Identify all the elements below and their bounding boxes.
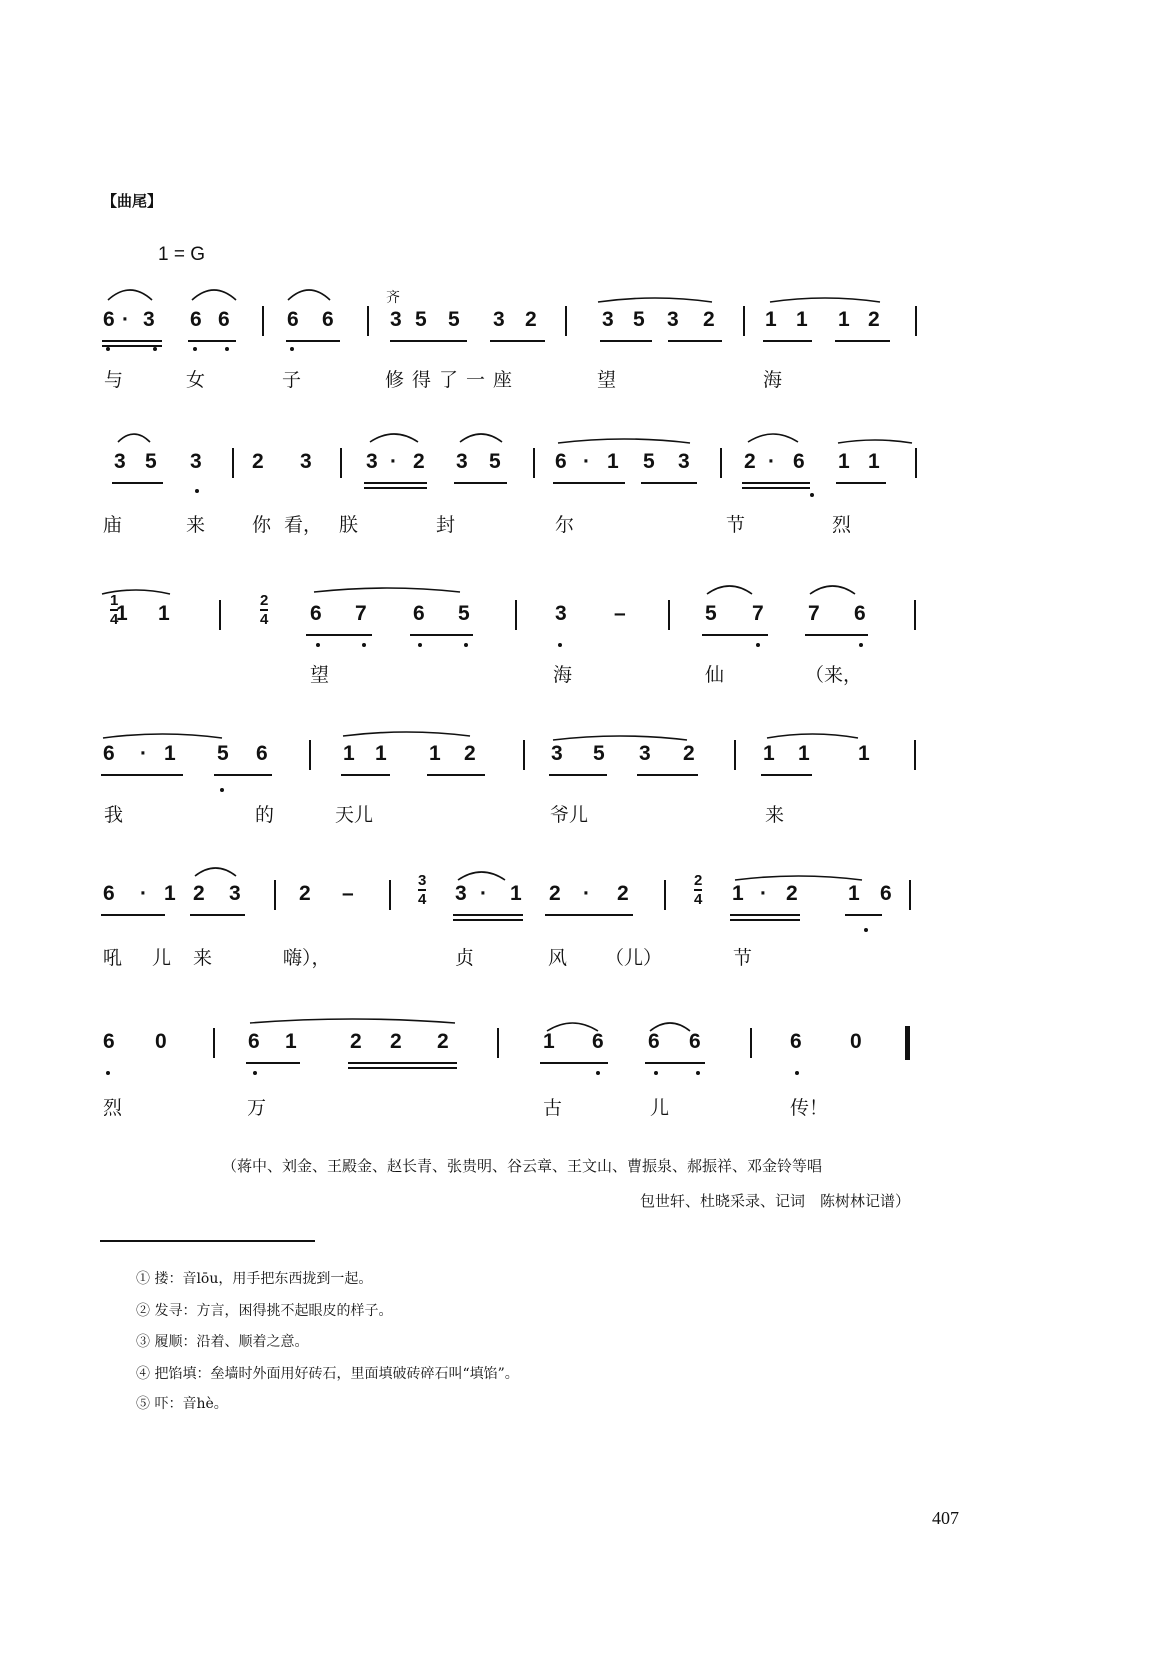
octave-dot [795, 1071, 799, 1075]
note: 5 [145, 450, 157, 473]
slur [598, 298, 712, 302]
note: 3 [190, 450, 202, 473]
note: 6 [103, 882, 115, 905]
slur [195, 868, 236, 876]
note: 2 [744, 450, 756, 473]
lyric: 庙 [103, 514, 123, 536]
note: 2 [252, 450, 264, 473]
lyric: 儿 [152, 947, 172, 969]
bar-line [720, 448, 722, 478]
bar-line [533, 448, 535, 478]
bar-line [668, 600, 670, 630]
bar-line [734, 740, 736, 770]
bar-line [213, 1028, 215, 1058]
footnote-4: ④ 把馅填：垒墙时外面用好砖石，里面填破砖碎石叫“填馅”。 [136, 1366, 519, 1382]
note: 1 [543, 1030, 555, 1053]
octave-dot [864, 928, 868, 932]
note: 3 [551, 742, 563, 765]
note: 6 [592, 1030, 604, 1053]
credits-line-2: 包世轩、杜晓采录、记词 陈树林记谱） [640, 1192, 911, 1210]
lyric: 望 [310, 664, 330, 686]
note: 6 [555, 450, 567, 473]
credits-line-1: （蒋中、刘金、王殿金、赵长青、张贵明、谷云章、王文山、曹振泉、郝振祥、邓金铃等唱 [222, 1157, 823, 1175]
slur [108, 290, 152, 300]
note: 1 [848, 882, 860, 905]
note: 2 [464, 742, 476, 765]
section-title: 【曲尾】 [102, 192, 163, 210]
note: 7 [752, 602, 764, 625]
time-signature: 2 4 [260, 592, 269, 628]
note: 2 [549, 882, 561, 905]
note: 2 [703, 308, 715, 331]
note: 5 [458, 602, 470, 625]
slur [118, 434, 150, 442]
bar-line [309, 740, 311, 770]
note: 6 [648, 1030, 660, 1053]
lyric: 仙 [705, 664, 725, 686]
bar-line [664, 880, 666, 910]
octave-dot [220, 788, 224, 792]
lyric: 朕 [339, 514, 359, 536]
slur [810, 586, 855, 594]
bar-line [743, 306, 745, 336]
note: 2 [786, 882, 798, 905]
bar-line [515, 600, 517, 630]
note: 6 [854, 602, 866, 625]
note: · [760, 882, 767, 905]
note: 3 [455, 882, 467, 905]
octave-dot [558, 643, 562, 647]
octave-dot [418, 643, 422, 647]
lyric: （来， [805, 664, 863, 686]
note: 3 [114, 450, 126, 473]
time-signature: 3 4 [418, 872, 427, 908]
note: 2 [413, 450, 425, 473]
bar-line [909, 880, 911, 910]
note: · [583, 882, 590, 905]
note: 1 [116, 602, 128, 625]
note: 5 [705, 602, 717, 625]
octave-dot [859, 643, 863, 647]
note: 6 [103, 742, 115, 765]
note: 6 [248, 1030, 260, 1053]
octave-dot [290, 347, 294, 351]
octave-dot [654, 1071, 658, 1075]
slur [770, 298, 880, 302]
lyric: 万 [247, 1097, 267, 1119]
lyric: 尔 [555, 514, 575, 536]
bar-line [340, 448, 342, 478]
lyric: 吼 [103, 947, 123, 969]
note: 3 [555, 602, 567, 625]
lyric: 天儿 [335, 804, 374, 826]
slur [314, 588, 460, 592]
footnote-2: ② 发寻：方言，困得挑不起眼皮的样子。 [136, 1303, 393, 1319]
note: 1 [798, 742, 810, 765]
note: 3 [143, 308, 155, 331]
slur [553, 736, 687, 740]
octave-dot [810, 493, 814, 497]
lyric: 的 [255, 804, 275, 826]
note: 2 [525, 308, 537, 331]
note: 2 [437, 1030, 449, 1053]
note: 1 [858, 742, 870, 765]
lyric: 贞 [455, 947, 475, 969]
octave-dot [106, 347, 110, 351]
lyric: 烈 [832, 514, 852, 536]
octave-dot [316, 643, 320, 647]
octave-dot [153, 347, 157, 351]
note: 3 [366, 450, 378, 473]
slur [748, 434, 798, 442]
note: 3 [667, 308, 679, 331]
lyric: 看， [284, 514, 323, 536]
lyric: 望 [597, 369, 617, 391]
lyric: 嗨）， [283, 947, 331, 969]
note: 1 [868, 450, 880, 473]
note: 6 [256, 742, 268, 765]
lyric: 修得了一座 [385, 369, 521, 391]
bar-line [565, 306, 567, 336]
lyric: 烈 [103, 1097, 123, 1119]
lyric: 古 [543, 1097, 563, 1119]
note: 3 [602, 308, 614, 331]
note: 7 [355, 602, 367, 625]
slur [343, 732, 470, 736]
slur [838, 440, 912, 443]
note: 0 [850, 1030, 862, 1053]
lyric: 节 [733, 947, 753, 969]
bar-line [389, 880, 391, 910]
note: 3 [456, 450, 468, 473]
final-barline [905, 1026, 910, 1060]
note: 1 [375, 742, 387, 765]
note: · [583, 450, 590, 473]
lyric: 子 [282, 369, 302, 391]
lyric: 来 [193, 947, 213, 969]
note: 3 [639, 742, 651, 765]
footnote-5: ⑤ 吓：音hè。 [136, 1396, 228, 1412]
note: 1 [763, 742, 775, 765]
bar-line [274, 880, 276, 910]
slur [288, 290, 330, 300]
octave-dot [193, 347, 197, 351]
note: 6 [689, 1030, 701, 1053]
note: 5 [448, 308, 460, 331]
lyric: 与 [104, 369, 124, 391]
note: 6 [190, 308, 202, 331]
lyric: 传！ [790, 1097, 829, 1119]
note: 2 [683, 742, 695, 765]
lyric: 海 [763, 369, 783, 391]
note: 5 [217, 742, 229, 765]
octave-dot [696, 1071, 700, 1075]
note: 6 [880, 882, 892, 905]
note: 6 [103, 1030, 115, 1053]
note: · [480, 882, 487, 905]
lyric: 女 [186, 369, 206, 391]
note: 6 [322, 308, 334, 331]
lyric: 我 [104, 804, 124, 826]
slur [192, 290, 236, 300]
lyric: （儿） [605, 947, 663, 969]
footnote-3: ③ 履顺：沿着、顺着之意。 [136, 1334, 309, 1350]
slur [458, 872, 505, 880]
note: 6 [790, 1030, 802, 1053]
note: – [614, 602, 626, 625]
octave-dot [195, 489, 199, 493]
note: · [122, 308, 129, 331]
note: 1 [510, 882, 522, 905]
note: 6 [218, 308, 230, 331]
bar-line [523, 740, 525, 770]
slur [767, 734, 858, 738]
lyric: 来 [186, 514, 206, 536]
octave-dot [362, 643, 366, 647]
lyric: 儿 [650, 1097, 670, 1119]
bar-line [914, 740, 916, 770]
page-number: 407 [932, 1508, 959, 1528]
note: 2 [193, 882, 205, 905]
lyric: 节 [726, 514, 746, 536]
note: 1 [796, 308, 808, 331]
bar-line [262, 306, 264, 336]
note: 1 [765, 308, 777, 331]
slur [370, 434, 418, 442]
note: · [140, 882, 147, 905]
bar-line [915, 448, 917, 478]
note: 1 [285, 1030, 297, 1053]
note: 1 [164, 882, 176, 905]
bar-line [219, 600, 221, 630]
lyric: 你 [252, 514, 272, 536]
note: 3 [300, 450, 312, 473]
footnote-divider [100, 1240, 315, 1242]
bar-line [497, 1028, 499, 1058]
slur [707, 586, 752, 594]
note: · [390, 450, 397, 473]
time-signature: 2 4 [694, 872, 703, 908]
note: 3 [493, 308, 505, 331]
note: 1 [838, 308, 850, 331]
slur [250, 1019, 455, 1023]
note: 2 [390, 1030, 402, 1053]
note: 0 [155, 1030, 167, 1053]
note: 1 [164, 742, 176, 765]
note: 3 [678, 450, 690, 473]
slur [735, 876, 862, 880]
bar-line [232, 448, 234, 478]
note: 2 [617, 882, 629, 905]
note: 1 [732, 882, 744, 905]
slur [103, 734, 222, 738]
note: 7 [808, 602, 820, 625]
note: · [768, 450, 775, 473]
note: 1 [343, 742, 355, 765]
note: 3 [229, 882, 241, 905]
note: 5 [489, 450, 501, 473]
time-signature: 1 4 [110, 592, 119, 628]
note: 1 [838, 450, 850, 473]
footnote-1: ① 搂：音lōu，用手把东西拢到一起。 [136, 1271, 373, 1287]
lyric: 爷儿 [550, 804, 589, 826]
note: 6 [103, 308, 115, 331]
lyric: 风 [548, 947, 568, 969]
lyric: 海 [553, 664, 573, 686]
bar-line [915, 306, 917, 336]
octave-dot [106, 1071, 110, 1075]
octave-dot [253, 1071, 257, 1075]
octave-dot [225, 347, 229, 351]
octave-dot [464, 643, 468, 647]
note: 5 [415, 308, 427, 331]
note: 6 [310, 602, 322, 625]
octave-dot [756, 643, 760, 647]
note: 1 [158, 602, 170, 625]
note: 1 [607, 450, 619, 473]
note: 5 [643, 450, 655, 473]
lyric: 来 [765, 804, 785, 826]
note: 5 [593, 742, 605, 765]
note: 6 [793, 450, 805, 473]
octave-dot [596, 1071, 600, 1075]
note: 2 [868, 308, 880, 331]
bar-line [914, 600, 916, 630]
performance-mark: 齐 [386, 290, 400, 306]
slur [460, 434, 502, 442]
bar-line [750, 1028, 752, 1058]
note: 5 [633, 308, 645, 331]
lyric: 封 [436, 514, 456, 536]
note: 6 [413, 602, 425, 625]
note: 3 [390, 308, 402, 331]
note: 6 [287, 308, 299, 331]
note: · [140, 742, 147, 765]
bar-line [367, 306, 369, 336]
slur [558, 439, 690, 443]
note: 2 [299, 882, 311, 905]
note: 2 [350, 1030, 362, 1053]
note: – [342, 882, 354, 905]
key-signature: 1 = G [158, 244, 205, 265]
note: 1 [429, 742, 441, 765]
